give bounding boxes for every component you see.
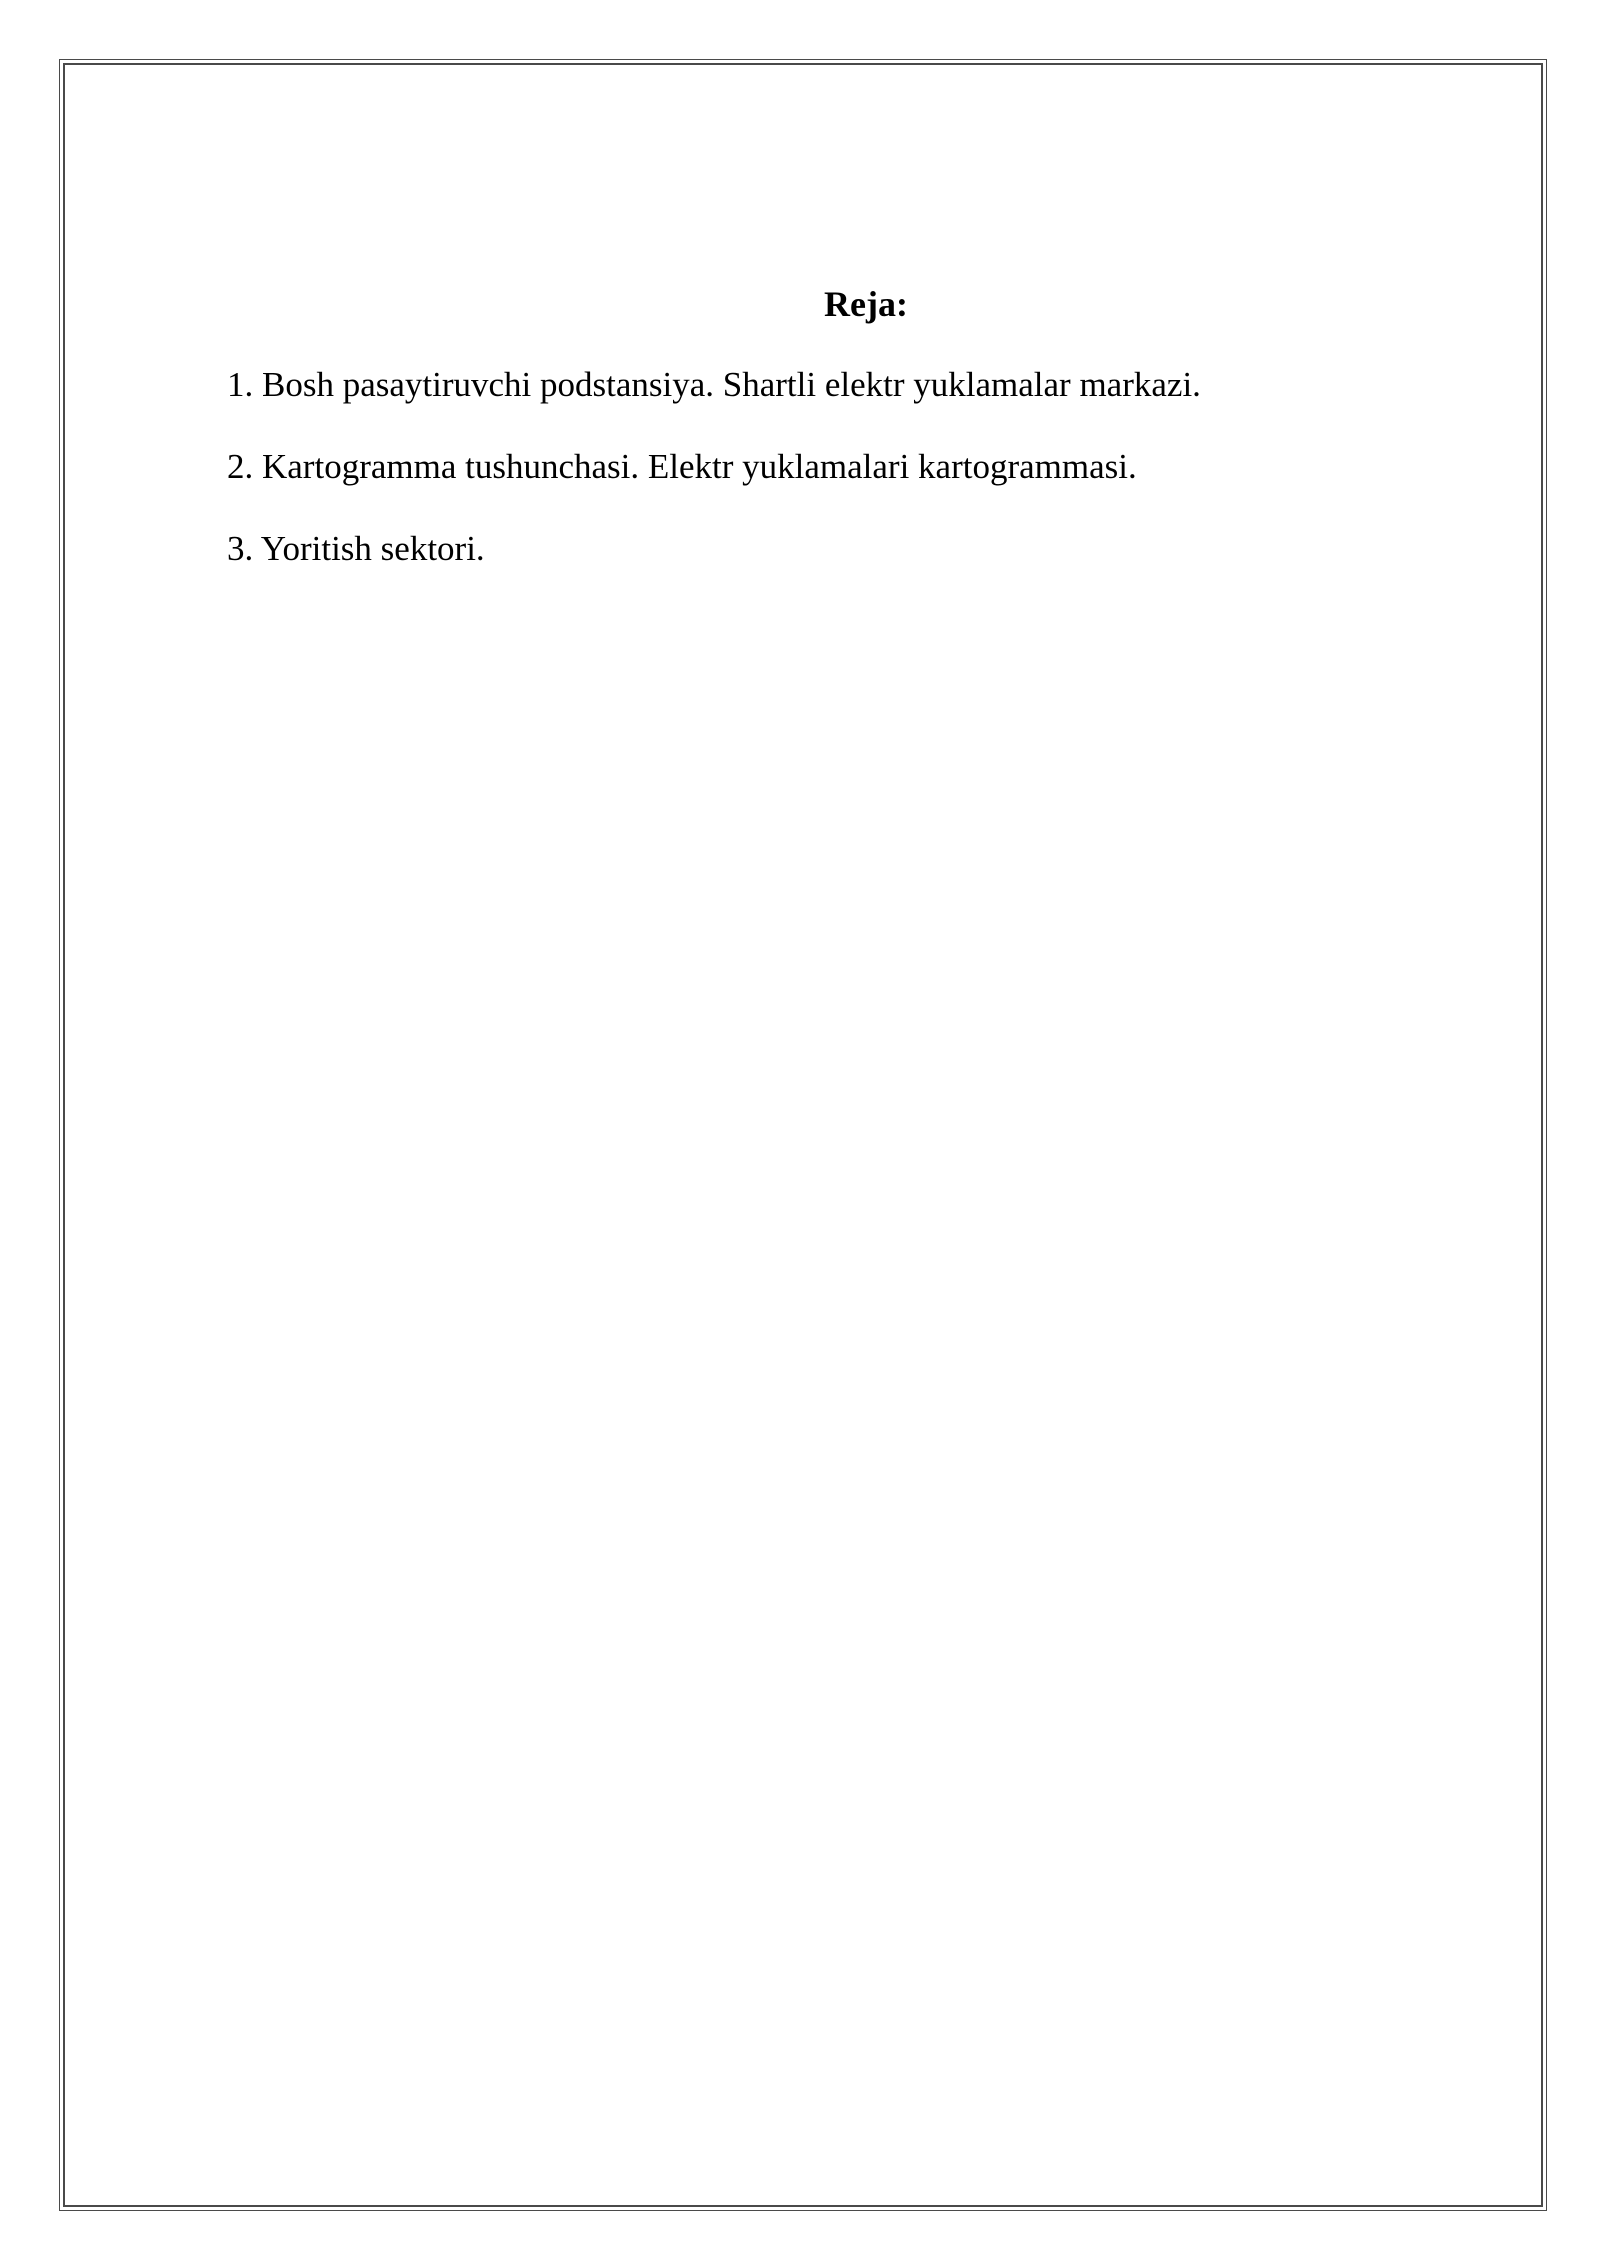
plan-item: 3. Yoritish sektori. <box>227 529 485 568</box>
plan-list <box>227 363 1201 609</box>
plan-title: Reja: <box>824 284 908 324</box>
plan-item: 2. Kartogramma tushunchasi. Elektr yuklamalari kartogrammasi. <box>227 447 1137 486</box>
plan-item: 1. Bosh pasaytiruvchi podstansiya. Shartli elektr yuklamalar markazi. <box>227 365 1201 404</box>
